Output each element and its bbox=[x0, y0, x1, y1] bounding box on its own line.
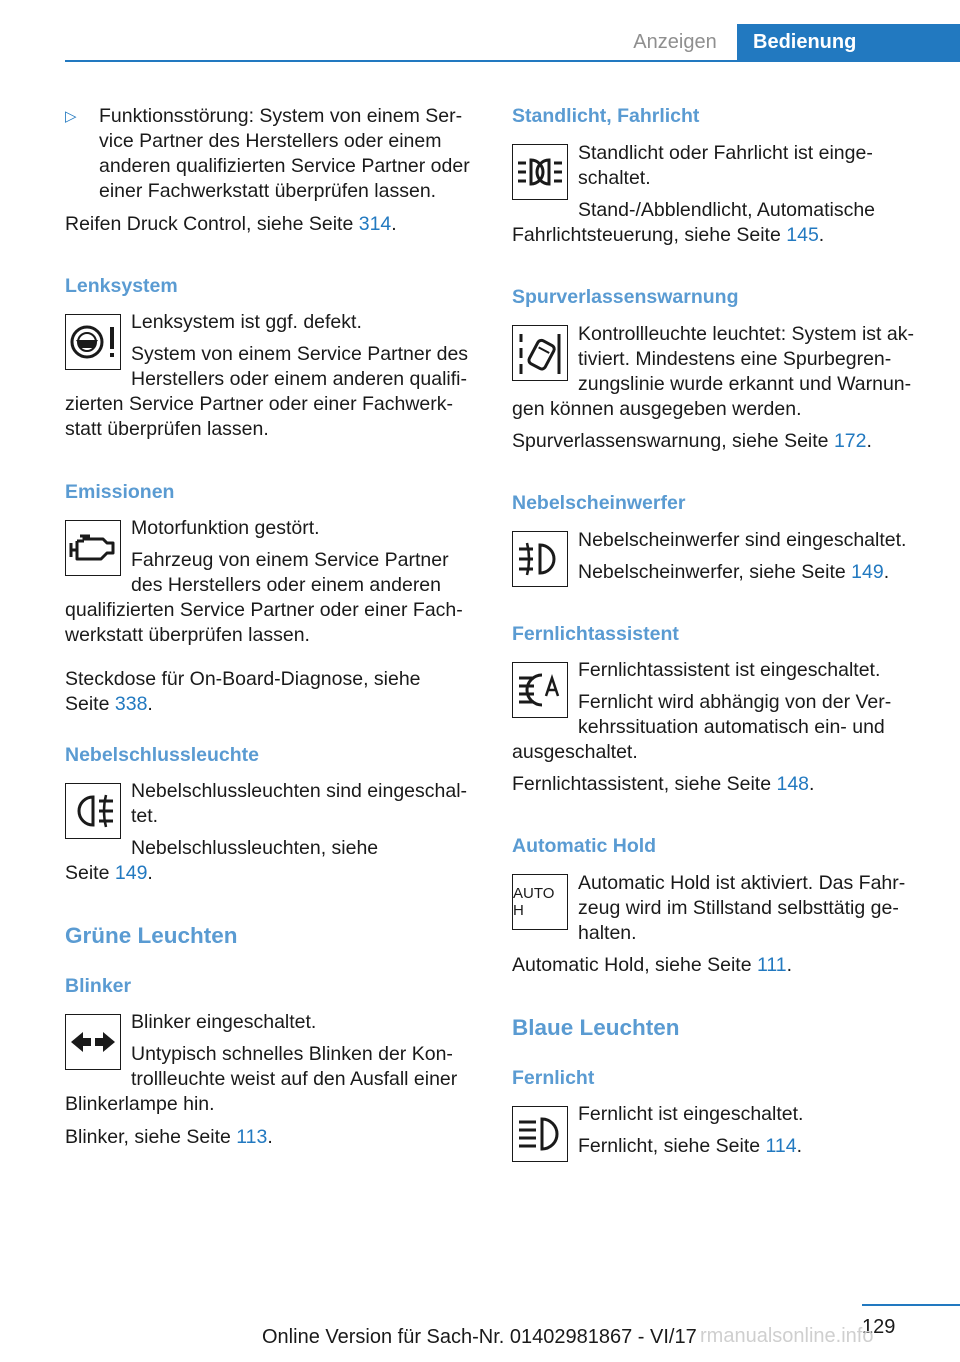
emis-line-3: des Herstellers oder einem anderen bbox=[131, 574, 442, 596]
fla-line-4: ausgeschaltet. bbox=[512, 741, 638, 763]
spur-text: Spurverlassenswarnung, siehe Seite bbox=[512, 430, 834, 452]
heading-blinker: Blinker bbox=[65, 975, 132, 997]
page-number: 129 bbox=[862, 1316, 896, 1338]
blinker-text: Blinker, siehe Seite bbox=[65, 1126, 237, 1148]
hold-page-link[interactable]: 111 bbox=[756, 954, 787, 976]
nebel-line-4: Seite 149. bbox=[65, 862, 153, 884]
heading-fernlichtassistent: Fernlichtassistent bbox=[512, 623, 679, 645]
nebel-line-3: Nebelschlussleuchten, siehe bbox=[131, 837, 379, 859]
lenk-line-2: System von einem Service Partner des bbox=[131, 343, 469, 365]
emis-line-4: qualifizierten Service Partner oder einer Fach- bbox=[65, 599, 463, 621]
fla-line-2: Fernlicht wird abhängig von der Ver- bbox=[578, 691, 892, 713]
heading-gruene-leuchten: Grüne Leuchten bbox=[65, 923, 238, 948]
nebel-page-link[interactable]: 149 bbox=[114, 862, 148, 884]
header-tab-bedienung[interactable]: Bedienung bbox=[737, 24, 960, 61]
stand-line-3: Stand-/Abblendlicht, Automatische bbox=[578, 199, 876, 221]
lenk-line-4: zierten Service Partner oder einer Fachwerk- bbox=[65, 393, 453, 415]
hold-text: Automatic Hold, siehe Seite bbox=[512, 954, 757, 976]
blinker-line-4: Blinkerlampe hin. bbox=[65, 1093, 215, 1115]
heading-fernlicht: Fernlicht bbox=[512, 1067, 595, 1089]
rdc-reference: Reifen Druck Control, siehe Seite 314. bbox=[65, 213, 397, 235]
stand-line-2: schaltet. bbox=[578, 167, 651, 189]
bullet-marker: ▷ bbox=[65, 108, 77, 125]
fern-page-link[interactable]: 114 bbox=[765, 1135, 797, 1157]
parking-light-icon bbox=[512, 144, 568, 200]
hold-line-3: halten. bbox=[578, 922, 637, 944]
rdc-text: Reifen Druck Control, siehe Seite bbox=[65, 213, 359, 235]
heading-spurverlassenswarnung: Spurverlassenswarnung bbox=[512, 286, 739, 308]
fla-line-5: Fernlichtassistent, siehe Seite 148. bbox=[512, 773, 815, 795]
rear-fog-light-icon bbox=[65, 783, 121, 839]
nsw-line-1: Nebelscheinwerfer sind eingeschaltet. bbox=[578, 529, 907, 551]
obd-text: Seite bbox=[65, 693, 115, 715]
emis-line-1: Motorfunktion gestört. bbox=[131, 517, 320, 539]
fern-text: Fernlicht, siehe Seite bbox=[578, 1135, 766, 1157]
nebel-line-1: Nebelschlussleuchten sind eingeschal- bbox=[131, 780, 468, 802]
obd-page-link[interactable]: 338 bbox=[114, 693, 148, 715]
stand-page-link[interactable]: 145 bbox=[786, 224, 819, 246]
turn-signal-icon bbox=[65, 1014, 121, 1070]
bullet-line-1: Funktionsstörung: System von einem Ser- bbox=[99, 105, 463, 127]
fern-line-2: Fernlicht, siehe Seite 114. bbox=[578, 1135, 803, 1157]
engine-icon bbox=[65, 520, 121, 576]
high-beam-assist-icon bbox=[512, 662, 568, 718]
stand-text: Fahrlichtsteuerung, siehe Seite bbox=[512, 224, 787, 246]
lenk-line-3: Herstellers oder einem anderen qualifi- bbox=[131, 368, 468, 390]
spur-line-2: tiviert. Mindestens eine Spurbegren- bbox=[578, 348, 892, 370]
heading-nebelscheinwerfer: Nebelscheinwerfer bbox=[512, 492, 686, 514]
nsw-text: Nebelscheinwerfer, siehe Seite bbox=[578, 561, 852, 583]
fla-line-1: Fernlichtassistent ist eingeschaltet. bbox=[578, 659, 881, 681]
lane-departure-icon bbox=[512, 325, 568, 381]
rdc-page-link[interactable]: 314 bbox=[358, 213, 392, 235]
steering-warning-icon bbox=[65, 314, 121, 370]
heading-blaue-leuchten: Blaue Leuchten bbox=[512, 1015, 680, 1040]
bullet-line-4: einer Fachwerkstatt überprüfen lassen. bbox=[99, 180, 437, 202]
high-beam-icon bbox=[512, 1106, 568, 1162]
blinker-line-3: trollleuchte weist auf den Ausfall einer bbox=[131, 1068, 458, 1090]
fla-line-3: kehrssituation automatisch ein- und bbox=[578, 716, 885, 738]
spur-line-4: gen können ausgegeben werden. bbox=[512, 398, 802, 420]
blinker-page-link[interactable]: 113 bbox=[236, 1126, 268, 1148]
auto-hold-icon-label: AUTO H bbox=[513, 885, 555, 919]
nsw-line-2: Nebelscheinwerfer, siehe Seite 149. bbox=[578, 561, 890, 583]
stand-line-4: Fahrlichtsteuerung, siehe Seite 145. bbox=[512, 224, 825, 246]
bullet-line-2: vice Partner des Herstellers oder einem bbox=[99, 130, 442, 152]
bullet-line-3: anderen qualifizierten Service Partner oder bbox=[99, 155, 470, 177]
stand-line-1: Standlicht oder Fahrlicht ist einge- bbox=[578, 142, 873, 164]
heading-emissionen: Emissionen bbox=[65, 481, 175, 503]
auto-hold-icon bbox=[512, 874, 568, 930]
lenk-line-5: statt überprüfen lassen. bbox=[65, 418, 269, 440]
header-rule bbox=[65, 60, 960, 62]
hold-line-1: Automatic Hold ist aktiviert. Das Fahr- bbox=[578, 872, 906, 894]
nsw-page-link[interactable]: 149 bbox=[851, 561, 884, 583]
online-version-text: Online Version für Sach-Nr. 01402981867 - VI/17 bbox=[262, 1326, 697, 1348]
blinker-line-2: Untypisch schnelles Blinken der Kon- bbox=[131, 1043, 453, 1065]
fla-page-link[interactable]: 148 bbox=[776, 773, 810, 795]
obd-line-2: Seite 338. bbox=[65, 693, 153, 715]
hold-line-2: zeug wird im Stillstand selbsttätig ge- bbox=[578, 897, 899, 919]
hold-line-4: Automatic Hold, siehe Seite 111. bbox=[512, 954, 793, 976]
spur-page-link[interactable]: 172 bbox=[833, 430, 867, 452]
obd-line-1: Steckdose für On-Board-Diagnose, siehe bbox=[65, 668, 421, 690]
watermark: rmanualsonline.info bbox=[700, 1325, 874, 1347]
footer-rule bbox=[862, 1304, 960, 1306]
lenk-line-1: Lenksystem ist ggf. defekt. bbox=[131, 311, 362, 333]
spur-line-1: Kontrollleuchte leuchtet: System ist ak- bbox=[578, 323, 914, 345]
heading-standlicht: Standlicht, Fahrlicht bbox=[512, 105, 700, 127]
fla-text: Fernlichtassistent, siehe Seite bbox=[512, 773, 777, 795]
front-fog-light-icon bbox=[512, 531, 568, 587]
header-tab-anzeigen[interactable]: Anzeigen bbox=[633, 31, 717, 53]
emis-line-2: Fahrzeug von einem Service Partner bbox=[131, 549, 449, 571]
nebel-line-2: tet. bbox=[131, 805, 159, 827]
heading-automatic-hold: Automatic Hold bbox=[512, 835, 657, 857]
spur-line-3: zungslinie wurde erkannt und Warnun- bbox=[578, 373, 912, 395]
page-header bbox=[0, 0, 960, 62]
heading-lenksystem: Lenksystem bbox=[65, 275, 178, 297]
blinker-line-5: Blinker, siehe Seite 113. bbox=[65, 1126, 273, 1148]
heading-nebelschlussleuchte: Nebelschlussleuchte bbox=[65, 744, 259, 766]
nebel-text: Seite bbox=[65, 862, 115, 884]
blinker-line-1: Blinker eingeschaltet. bbox=[131, 1011, 317, 1033]
spur-line-5: Spurverlassenswarnung, siehe Seite 172. bbox=[512, 430, 872, 452]
emis-line-5: werkstatt überprüfen lassen. bbox=[65, 624, 310, 646]
fern-line-1: Fernlicht ist eingeschaltet. bbox=[578, 1103, 804, 1125]
